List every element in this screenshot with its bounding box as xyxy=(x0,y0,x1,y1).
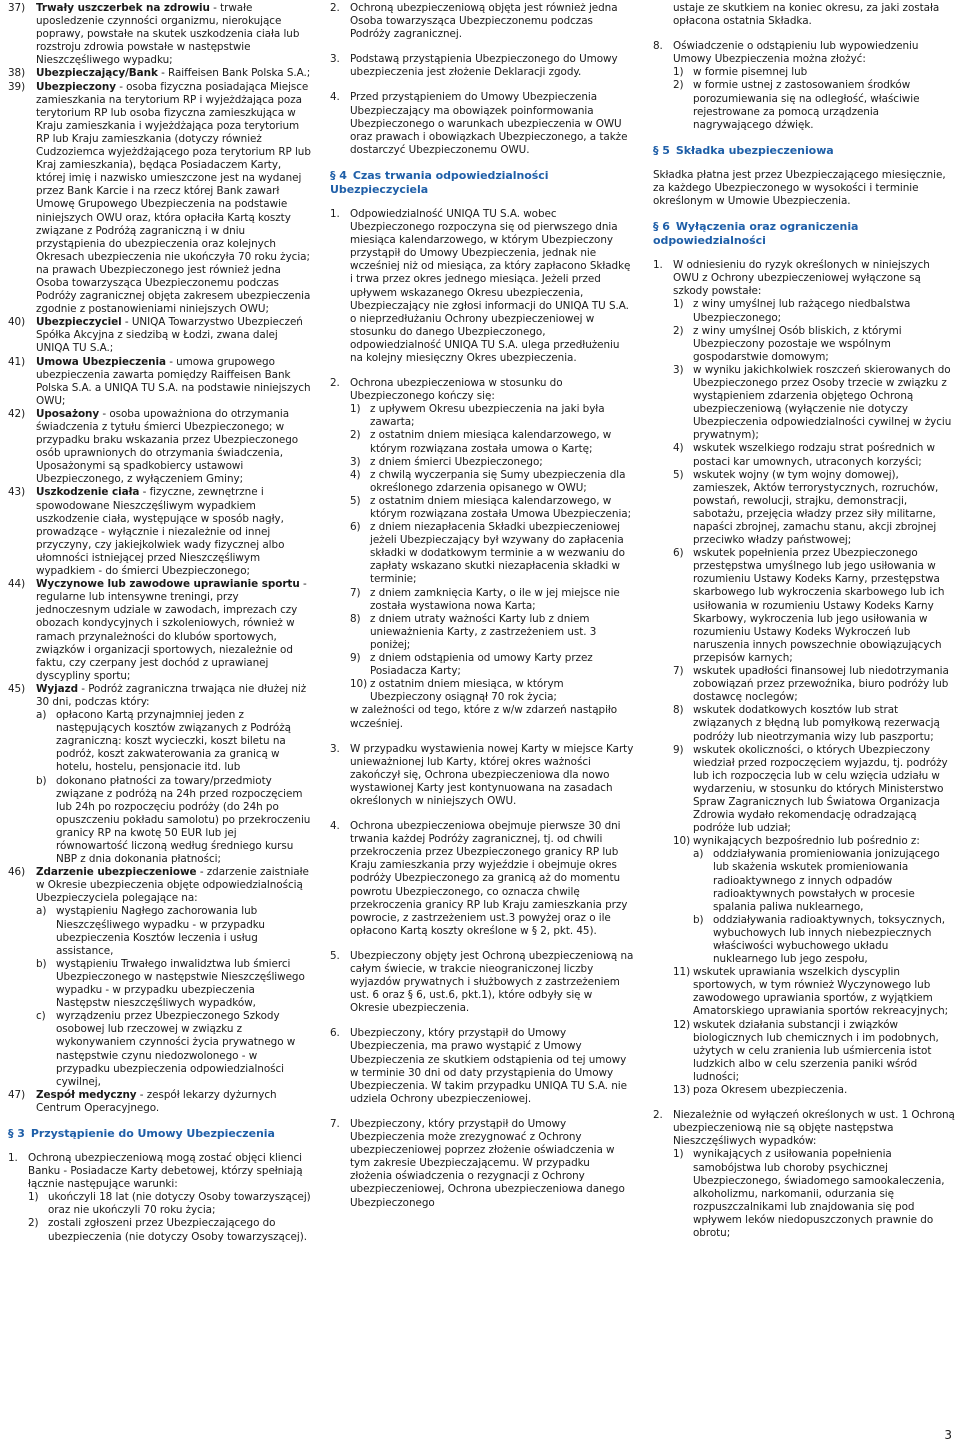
sub-item-number: 7) xyxy=(350,586,361,599)
clause-text: Przed przystąpieniem do Umowy Ubezpieczenia Ubezpieczający ma obowiązek poinformowania Ubezpieczonego o warunkach ubezpieczenia w OWU oraz prawach i obowiązkach Ubezpieczonego, a także dostarczyć Ubezpieczonemu OWU. xyxy=(350,91,628,156)
numbered-clause xyxy=(330,91,634,156)
sub-item-text: z ostatnim dniem miesiąca kalendarzowego, w którym rozwiązana została umowa o Kartę; xyxy=(370,429,612,455)
definition-body: - zespół lekarzy dyżurnych Centrum Operacyjnego. xyxy=(36,1088,277,1114)
sub-item xyxy=(350,429,634,455)
section-heading xyxy=(653,220,955,248)
sub-item-text: w wyniku jakichkolwiek roszczeń skierowanych do Ubezpieczonego przez Osoby trzecie w związku z wystąpieniem zdarzenia objętego Ochroną ubezpieczeniową (wyłączenie nie dotyczy Ubezpieczenia odpowiedzialności cywilnej w życiu prywatnym); xyxy=(693,363,952,442)
sub-item-text: dokonano płatności za towary/przedmioty związane z podróżą na 24h przed rozpoczęciem lub 24h po rozpoczęciu podróży (do 24h po opuszczeniu pokładu samolotu) po przekroczeniu granicy RP na kwotę 50 EUR lub jej równowartość liczoną według średniego kursu NBP z dnia dokonania płatności; xyxy=(56,774,311,866)
clause-text: Ubezpieczony, który przystąpił do Umowy Ubezpieczenia, ma prawo wystąpić z Umowy Ubezpieczenia ze skutkiem odstąpienia od tej umowy w terminie 30 dni od daty przystąpienia do Umowy Ubezpieczenia. W takim przypadku UNIQA TU S.A. nie udziela Ochrony ubezpieczeniowej. xyxy=(350,1027,627,1105)
definition-number: 47) xyxy=(8,1088,26,1101)
continued-text: ustaje ze skutkiem na koniec okresu, za jaki została opłacona ostatnia Składka. xyxy=(673,2,940,28)
sub-item-text: z chwilą wyczerpania się Sumy ubezpieczenia dla określonego zdarzenia opisanego w OWU; xyxy=(370,468,626,494)
sub-item-number: b) xyxy=(36,774,47,787)
sub-item-text: wskutek wojny (w tym wojny domowej), zamieszek, Aktów terrorystycznych, rozruchów, powstań, rewolucji, strajku, demonstracji, sabotażu, przejęcia władzy przez siły militarne, napaści zbrojnej, zamachu stanu, akcji zbrojnej przeciwko władzy państwowej; xyxy=(693,468,939,547)
sub-item-text: z dniem utraty ważności Karty lub z dniem unieważnienia Karty, z zastrzeżeniem ust. 3 poniżej; xyxy=(370,612,597,651)
sub-item-number: a) xyxy=(36,905,47,918)
sub-item xyxy=(673,547,955,665)
clause-number: 8. xyxy=(653,40,663,53)
definition-body: - trwałe uposledzenie czynności organizmu, nierokujące poprawy, powstałe na skutek uszkodzenia ciała lub rozstroju zdrowia powstałe w następstwie Nieszczęśliwego wypadku; xyxy=(36,2,300,67)
sub-item-text: oddziaływania promieniowania jonizującego lub skażenia wskutek promieniowania radioaktywnego z innych odpadów radioaktywnych powstałych w procesie spalania paliwa nuklearnego, xyxy=(713,848,940,913)
definition-item xyxy=(8,316,311,355)
definition-item xyxy=(8,1089,311,1115)
definition-item xyxy=(8,2,311,67)
sub-item-text: z ostatnim dniem miesiąca kalendarzowego, w którym rozwiązana została Umowa Ubezpieczenia; xyxy=(370,494,632,520)
section-symbol: § 5 xyxy=(653,143,670,157)
sub-item xyxy=(693,914,955,966)
definition-body: - Raiffeisen Bank Polska S.A.; xyxy=(157,67,311,80)
sub-item xyxy=(36,958,311,1010)
section-heading xyxy=(330,169,634,197)
sub-item xyxy=(350,678,634,704)
sub-item-number: 2) xyxy=(673,324,684,337)
sub-item-text: wystąpieniu Nagłego zachorowania lub Nieszczęśliwego wypadku - w przypadku ubezpieczenia Kosztów leczenia i usług assistance, xyxy=(56,905,265,957)
sub-item-number: 8) xyxy=(673,704,684,717)
clause-text: Podstawą przystąpienia Ubezpieczonego do Umowy ubezpieczenia jest złożenie Deklaracji zgody. xyxy=(350,53,618,79)
sub-item xyxy=(673,835,955,966)
clause-text: Ochroną ubezpieczeniową mogą zostać objęci klienci Banku - Posiadacze Karty debetowej, którzy spełniają łącznie następujące warunki: xyxy=(28,1151,303,1191)
definition-item xyxy=(8,683,311,866)
sub-item xyxy=(673,442,955,468)
sub-item-number: 2) xyxy=(673,79,684,92)
sub-item xyxy=(36,775,311,867)
clause-text: Ochroną ubezpieczeniową objęta jest również jedna Osoba towarzysząca Ubezpieczonemu podczas Podróży zagranicznej. xyxy=(350,2,618,41)
sub-item-number: 1) xyxy=(673,66,684,79)
section-symbol: § 3 xyxy=(8,1126,25,1140)
sub-item-text: zostali zgłoszeni przez Ubezpieczającego do ubezpieczenia (nie dotyczy Osoby towarzyszącej). xyxy=(48,1217,307,1243)
definition-term: Zdarzenie ubezpieczeniowe xyxy=(36,866,197,879)
sub-item-number: 4) xyxy=(350,468,361,481)
sub-item xyxy=(673,704,955,743)
sub-item-number: 13) xyxy=(673,1084,691,1097)
sub-item-text: oddziaływania radioaktywnych, toksycznych, wybuchowych lub innych niebezpiecznych właściwości wybuchowego układu nuklearnego lub jego zespołu, xyxy=(713,913,946,966)
definition-term: Umowa Ubezpieczenia xyxy=(36,355,166,368)
page-number: 3 xyxy=(944,1428,952,1442)
definition-term: Uszkodzenie ciała xyxy=(36,486,140,499)
sub-item-text: wskutek dodatkowych kosztów lub strat związanych z błędną lub pomyłkową rezerwacją podróży lub nieotrzymania wizy lub paszportu; xyxy=(693,704,940,743)
column-2 xyxy=(330,2,634,1222)
sub-item-number: 10) xyxy=(673,835,691,848)
sub-item-number: a) xyxy=(36,709,47,722)
definition-number: 39) xyxy=(8,80,26,93)
clause-text: Ubezpieczony, który przystąpił do Umowy Ubezpieczenia może zrezygnować z Ochrony ubezpieczeniowej poprzez złożenie oświadczenia w tym zakresie Ubezpieczającemu. W przypadku złożenia oświadczenia o rezygnacji z Ochrony ubezpieczeniowej, Ochrona ubezpieczeniowa danego Ubezpieczonego xyxy=(350,1117,625,1209)
definition-item xyxy=(8,408,311,487)
definition-body: - umowa grupowego ubezpieczenia zawarta pomiędzy Raiffeisen Bank Polska S.A. a UNIQA TU S.A. na podstawie niniejszych OWU; xyxy=(36,355,311,407)
clause-number: 3. xyxy=(330,742,340,755)
clause-text: W przypadku wystawienia nowej Karty w miejsce Karty unieważnionej lub Karty, której okres ważności zakończył się, Ochrona ubezpieczeniowa dla nowo wystawionej Karty jest kontynuowana na zasadach określonych w niniejszych OWU. xyxy=(350,742,634,807)
sub-item-text: wyrządzeniu przez Ubezpieczonego Szkody osobowej lub rzeczowej w związku z wykonywaniem czynności życia prywatnego w następstwie czynu niedozwolonego - w przypadku ubezpieczenia odpowiedzialności cywilnej, xyxy=(56,1010,296,1088)
clause-number: 4. xyxy=(330,820,340,833)
sub-item xyxy=(673,665,955,704)
sub-item xyxy=(350,495,634,521)
clause-number: 2. xyxy=(330,377,340,390)
sub-item-number: 1) xyxy=(28,1191,39,1204)
sub-item-number: c) xyxy=(36,1010,46,1023)
clause-text: Odpowiedzialność UNIQA TU S.A. wobec Ubezpieczonego rozpoczyna się od pierwszego dnia miesiąca kalendarzowego, w którym Ubezpieczony przystąpił do Umowy Ubezpieczenia, jednak nie wcześniej niż od miesiąca, za który zapłacono Składkę i trwa przez okres jednego miesiąca. Jeżeli przed upływem wskazanego Okresu ubezpieczenia, Ubezpieczający nie zgłosi informacji do UNIQA TU S.A. o nieprzedłużaniu Ochrony ubezpieczeniowej w stosunku do danego Ubezpieczonego, odpowiedzialność UNIQA TU S.A. ulega przedłużeniu na kolejny miesięczny Okres ubezpieczenia. xyxy=(350,207,631,364)
definition-number: 45) xyxy=(8,682,26,695)
sub-item xyxy=(673,1084,955,1097)
definition-item xyxy=(8,578,311,683)
sub-item xyxy=(350,521,634,586)
numbered-clause xyxy=(330,2,634,41)
sub-item-number: 11) xyxy=(673,966,691,979)
sub-item-number: b) xyxy=(693,913,704,926)
definition-term: Ubezpieczony xyxy=(36,80,116,93)
sub-item-number: 3) xyxy=(350,455,361,468)
sub-item xyxy=(350,652,634,678)
column-1 xyxy=(8,2,311,1256)
sub-item-text: wskutek wszelkiego rodzaju strat pośrednich w postaci kar umownych, utraconych korzyści; xyxy=(693,442,935,468)
definition-item xyxy=(8,67,311,80)
definition-number: 46) xyxy=(8,866,26,879)
definition-number: 37) xyxy=(8,2,26,14)
clause-number: 2. xyxy=(653,1109,663,1122)
clause-number: 1. xyxy=(653,259,663,272)
sub-item-text: opłacono Kartą przynajmniej jeden z następujących kosztów związanych z Podróżą zagraniczną: koszt wycieczki, koszt biletu na podróż, koszt zakwaterowania za granicą w hotelu, hostelu, pensjonacie itd. lub xyxy=(56,709,291,774)
clause-text: W odniesieniu do ryzyk określonych w niniejszych OWU z Ochrony ubezpieczeniowej wyłączone są szkody powstałe: xyxy=(673,259,930,298)
sub-item xyxy=(673,66,955,79)
definition-number: 43) xyxy=(8,486,26,499)
definition-term: Ubezpieczyciel xyxy=(36,316,122,329)
sub-item-text: z dniem śmierci Ubezpieczonego; xyxy=(370,455,543,468)
definition-number: 44) xyxy=(8,578,26,591)
clause-number: 4. xyxy=(330,91,340,104)
sub-item-text: z winy umyślnej lub rażącego niedbalstwa Ubezpieczonego; xyxy=(693,298,911,324)
numbered-clause xyxy=(330,377,634,731)
sub-item xyxy=(36,709,311,774)
sub-item xyxy=(36,1010,311,1089)
definition-body: - Podróż zagraniczna trwająca nie dłużej niż 30 dni, podczas który: xyxy=(36,682,307,708)
definition-body: - fizyczne, zewnętrzne i spowodowane Nieszczęśliwym wypadkiem uszkodzenie ciała, występujące w sposób nagły, prowadzące - wyłącznie i niezależnie od innej przyczyny, czy jakiejkolwiek wady fizycznej albo ułomności istniejącej przed Nieszczęśliwym wypadkiem - do śmierci Ubezpieczonego; xyxy=(36,486,285,578)
sub-item-number: 9) xyxy=(350,652,361,665)
sub-item-number: b) xyxy=(36,957,47,970)
sub-item xyxy=(693,848,955,913)
sub-item xyxy=(350,403,634,429)
sub-item xyxy=(36,905,311,957)
definition-term: Ubezpieczający/Bank xyxy=(36,67,158,80)
sub-item xyxy=(673,744,955,836)
definition-body: - osoba fizyczna posiadająca Miejsce zamieszkania na terytorium RP i wyjeżdżająca poza terytorium RP lub osoba fizyczna zamieszkująca w Kraju zamieszkania i wyjeżdżająca poza terytorium RP lub Kraju zamieszkania (dotyczy również Cudzoziemca wyjeżdżającego poza terytorium RP lub Kraj zamieszkania), będąca Posiadaczem Karty, której imię i nazwisko umieszczone jest na wydanej przez Bank Karcie i na rzecz której Bank zawarł Umowę Grupowego Ubezpieczenia na podstawie niniejszych OWU oraz, która opłaciła Kartą koszty związane z Podróżą zagraniczną i w dniu przystąpienia do ubezpieczenia oraz kolejnych Okresach ubezpieczenia nie ukończyła 70 roku życia; na prawach Ubezpieczonego jest również jedna Osoba towarzysząca Ubezpieczonemu podczas Podróży zagranicznej objęta zakresem ubezpieczenia zgodnie z postanowieniami niniejszych OWU; xyxy=(36,80,311,316)
column-3 xyxy=(653,2,955,1252)
clause-text: Ubezpieczony objęty jest Ochroną ubezpieczeniową na całym świecie, w trakcie nieograniczonej liczby wyjazdów prywatnych i służbowych z zastrzeżeniem ust. 6 oraz § 6, ust.6, pkt.1), które odbyły się w Okresie ubezpieczenia. xyxy=(350,949,634,1015)
sub-item-text: w formie pisemnej lub xyxy=(693,66,808,79)
numbered-clause xyxy=(330,950,634,1015)
sub-item-text: wskutek uprawiania wszelkich dyscyplin sportowych, w tym również Wyczynowego lub zawodowego uprawiania sportów, z wyjątkiem Amatorskiego uprawiania sportów rekreacyjnych; xyxy=(693,966,949,1018)
clause-number: 2. xyxy=(330,2,340,14)
sub-item-text: wynikających bezpośrednio lub pośrednio z: xyxy=(693,835,920,848)
sub-item xyxy=(350,587,634,613)
sub-item-text: poza Okresem ubezpieczenia. xyxy=(693,1084,848,1097)
definition-number: 40) xyxy=(8,316,26,329)
sub-item-text: z upływem Okresu ubezpieczenia na jaki była zawarta; xyxy=(370,403,605,429)
sub-item-text: z dniem niezapłacenia Składki ubezpieczeniowej jeżeli Ubezpieczający był wzywany do zapłacenia składki w dodatkowym terminie a w wezwaniu do zapłaty wskazano skutki niezapłacenia składki w terminie; xyxy=(370,521,625,586)
sub-item-number: 3) xyxy=(673,363,684,376)
sub-item xyxy=(350,469,634,495)
clause-number: 6. xyxy=(330,1027,340,1040)
clause-closing-text: w zależności od tego, które z w/w zdarzeń nastąpiło wcześniej. xyxy=(350,704,618,730)
definition-item xyxy=(8,486,311,578)
sub-item xyxy=(673,325,955,364)
section-title: Czas trwania odpowiedzialności Ubezpieczyciela xyxy=(330,168,549,196)
sub-item-number: a) xyxy=(693,848,704,861)
section-title: Wyłączenia oraz ograniczenia odpowiedzialności xyxy=(653,220,859,248)
sub-item xyxy=(673,1148,955,1240)
sub-item-number: 2) xyxy=(28,1217,39,1230)
definition-number: 38) xyxy=(8,67,26,80)
numbered-clause xyxy=(653,1109,955,1240)
numbered-clause xyxy=(330,1118,634,1210)
section-symbol: § 6 xyxy=(653,220,670,234)
definition-term: Uposażony xyxy=(36,407,100,420)
sub-item xyxy=(28,1191,311,1217)
sub-item-text: wystąpieniu Trwałego inwalidztwa lub śmierci Ubezpieczonego w następstwie Nieszczęśliwego wypadku - w przypadku ubezpieczenia Następstw nieszczęśliwych wypadków, xyxy=(56,957,305,1010)
sub-item-number: 6) xyxy=(350,521,361,534)
sub-item-text: z ostatnim dniem miesiąca, w którym Ubezpieczony osiągnął 70 rok życia; xyxy=(370,678,564,704)
definition-body: - UNIQA Towarzystwo Ubezpieczeń Spółka Akcyjna z siedzibą w Łodzi, zwana dalej UNIQA TU S.A.; xyxy=(36,316,303,355)
numbered-clause xyxy=(653,40,955,132)
definition-number: 42) xyxy=(8,407,26,420)
sub-item xyxy=(673,298,955,324)
sub-item-text: z dniem odstąpienia od umowy Karty przez Posiadacza Karty; xyxy=(370,652,593,678)
sub-item-text: wskutek działania substancji i związków biologicznych lub chemicznych i im podobnych, użytych w celu zranienia lub uśmiercenia istot ludzkich albo w celu szerzenia paniki wśród ludności; xyxy=(693,1018,939,1083)
definition-body: - regularne lub intensywne treningi, przy jednoczesnym udziale w zawodach, imprezach czy obozach kondycyjnych i szkoleniowych, również w ramach przynależności do klubów sportowych, związków i organizacji sportowych, niezależnie od faktu, czy czerpany jest dochód z uprawianej dyscypliny sportu; xyxy=(36,578,307,682)
section-heading xyxy=(653,144,955,158)
numbered-clause xyxy=(330,53,634,79)
section-heading xyxy=(8,1127,311,1141)
sub-item-number: 6) xyxy=(673,547,684,560)
clause-number: 1. xyxy=(330,207,340,220)
sub-item xyxy=(673,966,955,1018)
sub-item xyxy=(350,613,634,652)
definition-term: Wyjazd xyxy=(36,682,78,695)
clause-number: 1. xyxy=(8,1151,18,1164)
sub-item-number: 9) xyxy=(673,743,684,756)
sub-item-number: 8) xyxy=(350,612,361,625)
numbered-clause xyxy=(330,208,634,365)
sub-item-text: wskutek okoliczności, o których Ubezpieczony wiedział przed rozpoczęciem wyjazdu, tj. podróży lub ich rozpoczęcia lub w celu wzięcia udziału w wydarzeniu, w stosunku do których Ministerstwo Spraw Zagranicznych lub Światowa Organizacja Zdrowia wydało rekomendację odradzającą podróże lub udział; xyxy=(693,743,948,835)
sub-item-text: w formie ustnej z zastosowaniem środków porozumiewania się na odległość, właściwie rejestrowane za pomocą urządzenia nagrywającego dźwięk. xyxy=(693,79,920,131)
sub-item-text: wskutek upadłości finansowej lub niedotrzymania zobowiązań przez przewoźnika, biuro podróży lub dostawcę noclegów; xyxy=(693,665,949,704)
definition-item xyxy=(8,81,311,317)
numbered-clause xyxy=(330,1027,634,1106)
definition-item xyxy=(8,356,311,408)
sub-item-text: wskutek popełnienia przez Ubezpieczonego przestępstwa umyślnego lub jego usiłowania w rozumieniu Ustawy Kodeks Karny, przestępstwa skarbowego lub wykroczenia skarbowego lub ich usiłowania w rozumieniu Ustawy Kodeks Karny Skarbowy, wykroczenia lub jego usiłowania w rozumieniu Ustawy Kodeks Wykroczeń lub naruszenia innych powszechnie obowiązujących przepisów karnych; xyxy=(693,547,945,664)
clause-number: 5. xyxy=(330,949,340,962)
sub-item-number: 2) xyxy=(350,429,361,442)
sub-item-number: 12) xyxy=(673,1018,691,1031)
sub-item xyxy=(673,1019,955,1084)
sub-item-number: 5) xyxy=(673,468,684,481)
section-5-text: Składka płatna jest przez Ubezpieczającego miesięcznie, za każdego Ubezpieczonego w wysokości i terminie określonym w Umowie Ubezpieczenia. xyxy=(653,168,946,208)
definition-number: 41) xyxy=(8,355,26,368)
numbered-clause xyxy=(330,743,634,808)
sub-item-number: 7) xyxy=(673,665,684,678)
definition-term: Zespół medyczny xyxy=(36,1088,137,1101)
clause-number: 3. xyxy=(330,53,340,66)
sub-item-number: 10) xyxy=(350,678,368,691)
sub-item-number: 1) xyxy=(673,1148,684,1161)
definition-body: - osoba upoważniona do otrzymania świadczenia z tytułu śmierci Ubezpieczonego; w przypadku braku wskazania przez Ubezpieczonego osób uprawnionych do otrzymania świadczenia, Uposażonymi są spadkobiercy ustawowi Ubezpieczonego, z wyłączeniem Gminy; xyxy=(36,407,299,486)
definition-body: - zdarzenie zaistniałe w Okresie ubezpieczenia objęte odpowiedzialnością Ubezpieczyciela polegające na: xyxy=(36,866,309,905)
sub-item xyxy=(673,469,955,548)
sub-item-text: ukończyli 18 lat (nie dotyczy Osoby towarzyszącej) oraz nie ukończyli 70 roku życia; xyxy=(48,1191,311,1217)
definition-term: Trwały uszczerbek na zdrowiu xyxy=(36,2,210,14)
clause-text: Niezależnie od wyłączeń określonych w ust. 1 Ochroną ubezpieczeniową nie są objęte następstwa Nieszczęśliwych wypadków: xyxy=(673,1109,955,1148)
clause-text: Oświadczenie o odstąpieniu lub wypowiedzeniu Umowy Ubezpieczenia można złożyć: xyxy=(673,40,919,66)
clause-number: 7. xyxy=(330,1117,340,1130)
section-title: Składka ubezpieczeniowa xyxy=(675,143,834,157)
sub-item xyxy=(28,1217,311,1243)
sub-item-number: 1) xyxy=(673,298,684,311)
sub-item xyxy=(350,456,634,469)
definition-term: Wyczynowe lub zawodowe uprawianie sportu xyxy=(36,578,300,591)
numbered-clause xyxy=(653,259,955,1097)
clause-text: Ochrona ubezpieczeniowa w stosunku do Ubezpieczonego kończy się: xyxy=(350,377,563,403)
definition-item xyxy=(8,866,311,1089)
sub-item xyxy=(673,364,955,443)
section-symbol: § 4 xyxy=(330,168,347,182)
section-title: Przystąpienie do Umowy Ubezpieczenia xyxy=(30,1126,275,1140)
sub-item-number: 1) xyxy=(350,403,361,416)
clause-text: Ochrona ubezpieczeniowa obejmuje pierwsze 30 dni trwania każdej Podróży zagranicznej, tj. od chwili przekroczenia przez Ubezpieczonego granicy RP lub Kraju zamieszkania przy wyjeździe i obejmuje okres podróży Ubezpieczonego za granicą aż do momentu powrotu Ubezpieczonego, co oznacza chwilę przekroczenia granicy RP lub Kraju zamieszkania przy powrocie, z zastrzeżeniem ust.3 powyżej oraz o ile opłacono Kartą koszty określone w § 2, pkt. 45). xyxy=(350,820,628,937)
numbered-clause xyxy=(8,1152,311,1244)
sub-item-text: wynikających z usiłowania popełnienia samobójstwa lub choroby psychicznej Ubezpieczonego, świadomego samookaleczenia, alkoholizmu, narkomanii, odurzania się rozpuszczalnikami lub znajdowania się pod wpływem leków niedopuszczonych prawnie do obrotu; xyxy=(693,1148,945,1239)
sub-item-number: 4) xyxy=(673,442,684,455)
sub-item-text: z winy umyślnej Osób bliskich, z którymi Ubezpieczony pozostaje we wspólnym gospodarstwie domowym; xyxy=(693,324,902,363)
sub-item xyxy=(673,79,955,131)
sub-item-text: z dniem zamknięcia Karty, o ile w jej miejsce nie została wystawiona nowa Karta; xyxy=(370,586,620,612)
sub-item-number: 5) xyxy=(350,494,361,507)
numbered-clause xyxy=(330,820,634,938)
